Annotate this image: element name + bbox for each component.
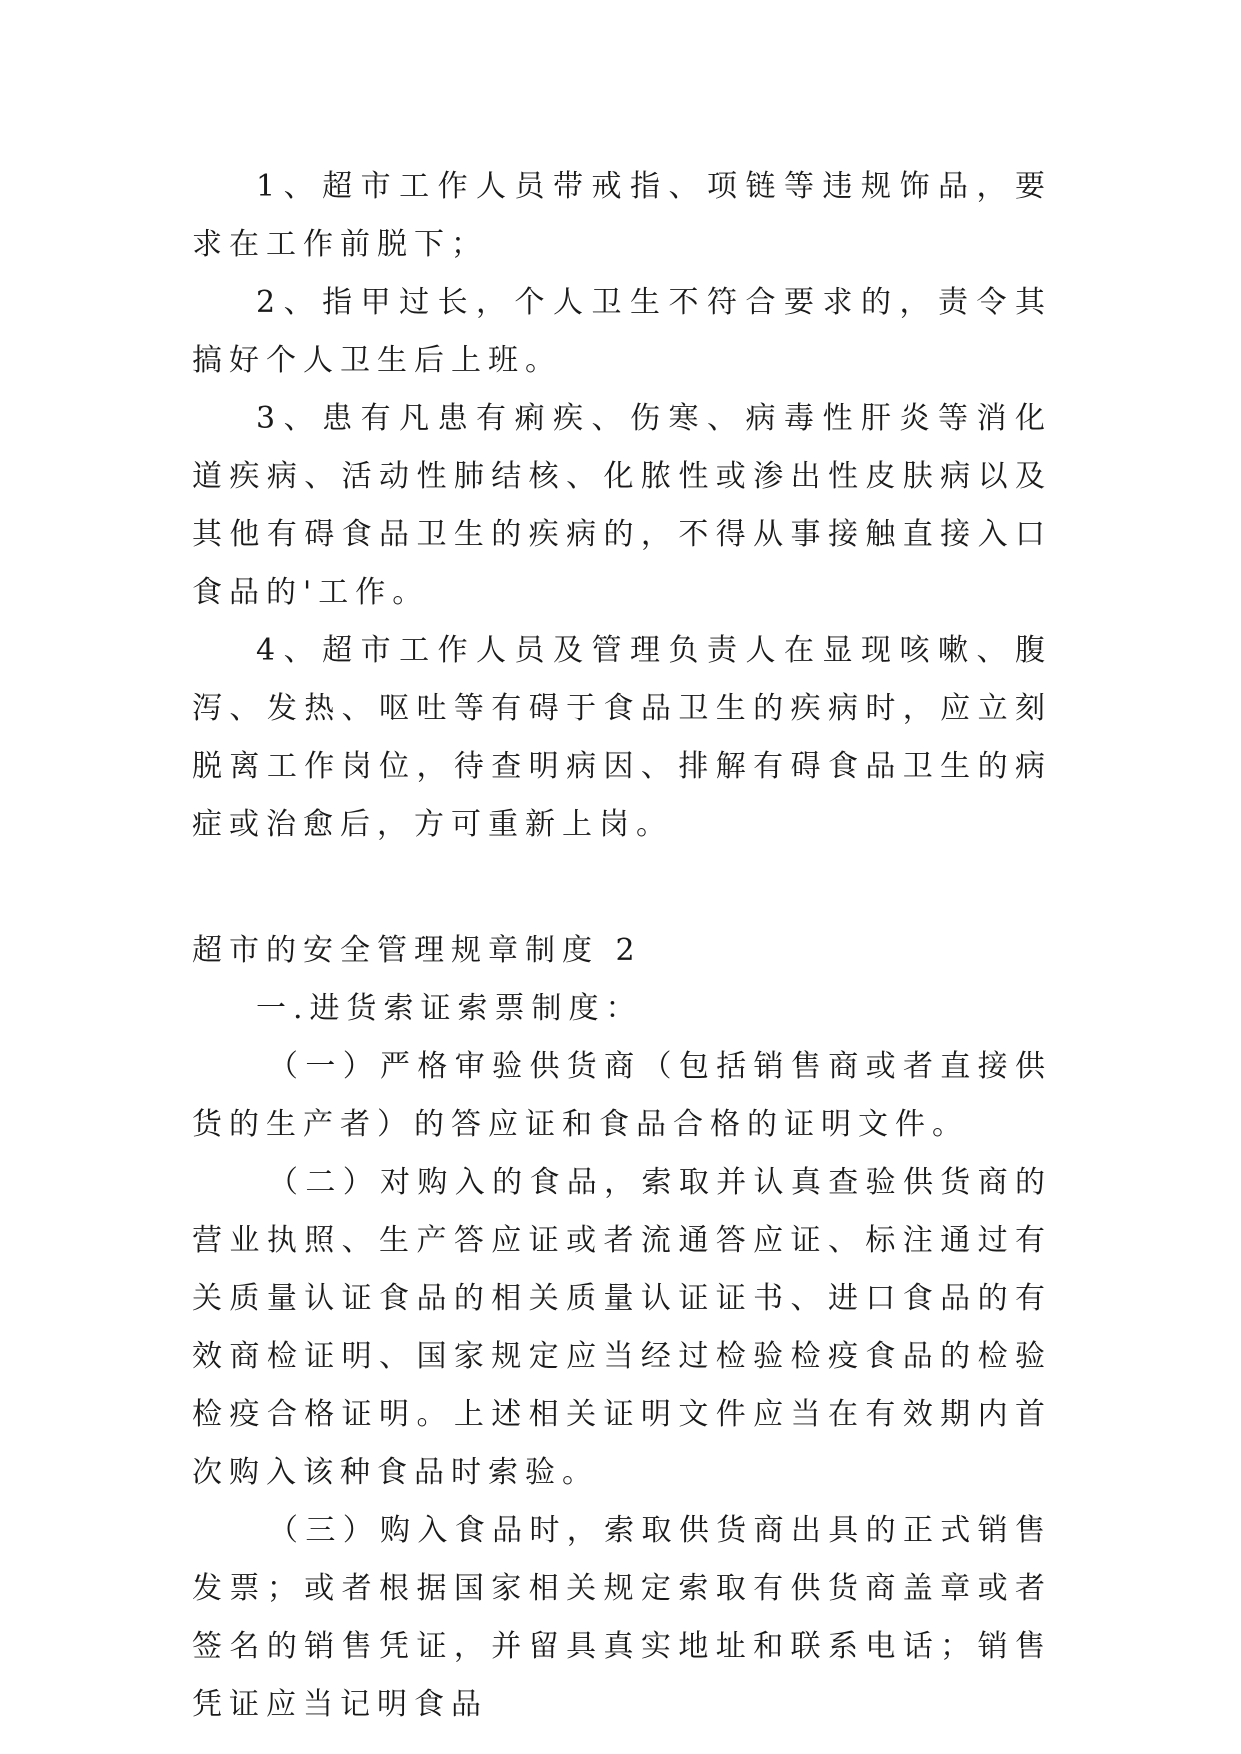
paragraph-item-2: 2、指甲过长，个人卫生不符合要求的，责令其搞好个人卫生后上班。 [192,285,1052,378]
paragraph-item-4: 4、超市工作人员及管理负责人在显现咳嗽、腹泻、发热、呕吐等有碍于食品卫生的疾病时，应立刻脱离工作岗位，待查明病因、排解有碍食品卫生的病症或治愈后，方可重新上岗。 [192,633,1052,842]
paragraph-item-3: 3、患有凡患有痢疾、伤寒、病毒性肝炎等消化道疾病、活动性肺结核、化脓性或渗出性皮肤病以及其他有碍食品卫生的疾病的，不得从事接触直接入口食品的'工作。 [192,401,1052,610]
clause-item-1: （一）严格审验供货商（包括销售商或者直接供货的生产者）的答应证和食品合格的证明文件。 [192,1049,1052,1142]
document-body [192,158,1052,1734]
clause-item-3: （三）购入食品时，索取供货商出具的正式销售发票；或者根据国家相关规定索取有供货商盖章或者签名的销售凭证，并留具真实地址和联系电话；销售凭证应当记明食品 [192,1513,1052,1722]
clause-item-2: （二）对购入的食品，索取并认真查验供货商的营业执照、生产答应证或者流通答应证、标注通过有关质量认证食品的相关质量认证证书、进口食品的有效商检证明、国家规定应当经过检验检疫食品的检验检疫合格证明。上述相关证明文件应当在有效期内首次购入该种食品时索验。 [192,1165,1052,1490]
paragraph-item-1: 1、超市工作人员带戒指、项链等违规饰品，要求在工作前脱下； [192,169,1052,262]
section-heading: 一.进货索证索票制度： [256,991,643,1026]
section-title: 超市的安全管理规章制度 2 [192,933,642,968]
